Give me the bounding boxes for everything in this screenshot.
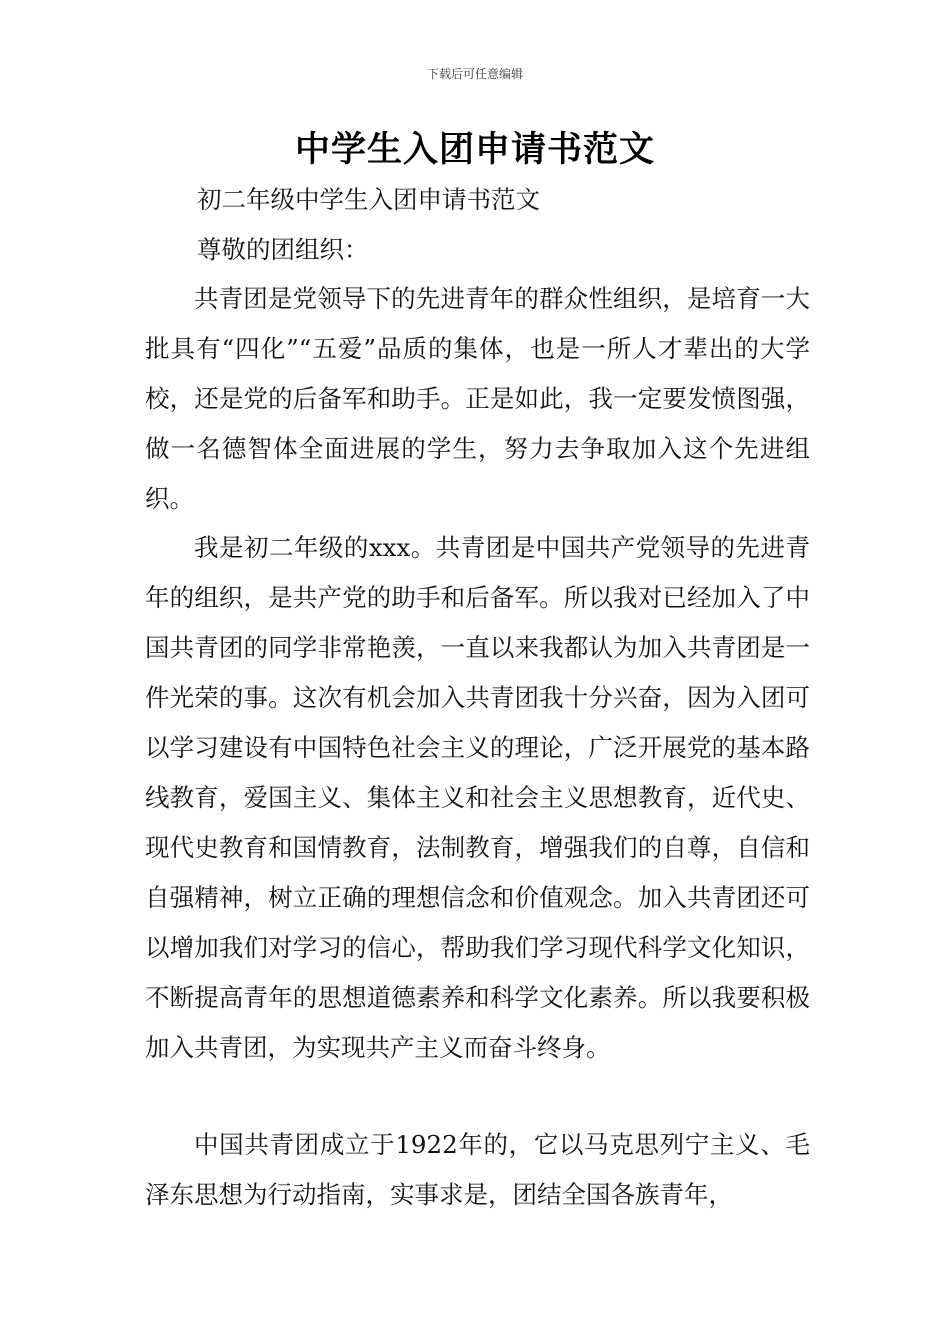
body-paragraph: 中国共青团成立于1922年的，它以马克思列宁主义、毛泽东思想为行动指南，实事求是，团结全国各族青年， [145, 1130, 810, 1209]
document-subtitle: 初二年级中学生入团申请书范文 [197, 185, 540, 214]
body-paragraph: 共青团是党领导下的先进青年的群众性组织，是培育一大批具有“四化”“五爱”品质的集体，也是一所人才辈出的大学校，还是党的后备军和助手。正是如此，我一定要发愤图强，做一名德智体全面进展的学生，努力去争取加入这个先进组织。 [145, 284, 810, 513]
document-title: 中学生入团申请书范文 [294, 130, 655, 170]
header-note: 下载后可任意编辑 [426, 67, 523, 81]
salutation: 尊敬的团组织： [197, 235, 369, 264]
body-paragraph: 我是初二年级的xxx。共青团是中国共产党领导的先进青年的组织，是共产党的助手和后备军。所以我对已经加入了中国共青团的同学非常艳羡，一直以来我都认为加入共青团是一件光荣的事。这次有机会加入共青团我十分兴奋，因为入团可以学习建设有中国特色社会主义的理论，广泛开展党的基本路线教育，爱国主义、集体主义和社会主义思想教育，近代史、现代史教育和国情教育，法制教育，增强我们的自尊，自信和自强精神，树立正确的理想信念和价值观念。加入共青团还可以增加我们对学习的信心，帮助我们学习现代科学文化知识，不断提高青年的思想道德素养和科学文化素养。所以我要积极加入共青团，为实现共产主义而奋斗终身。 [145, 533, 810, 1062]
